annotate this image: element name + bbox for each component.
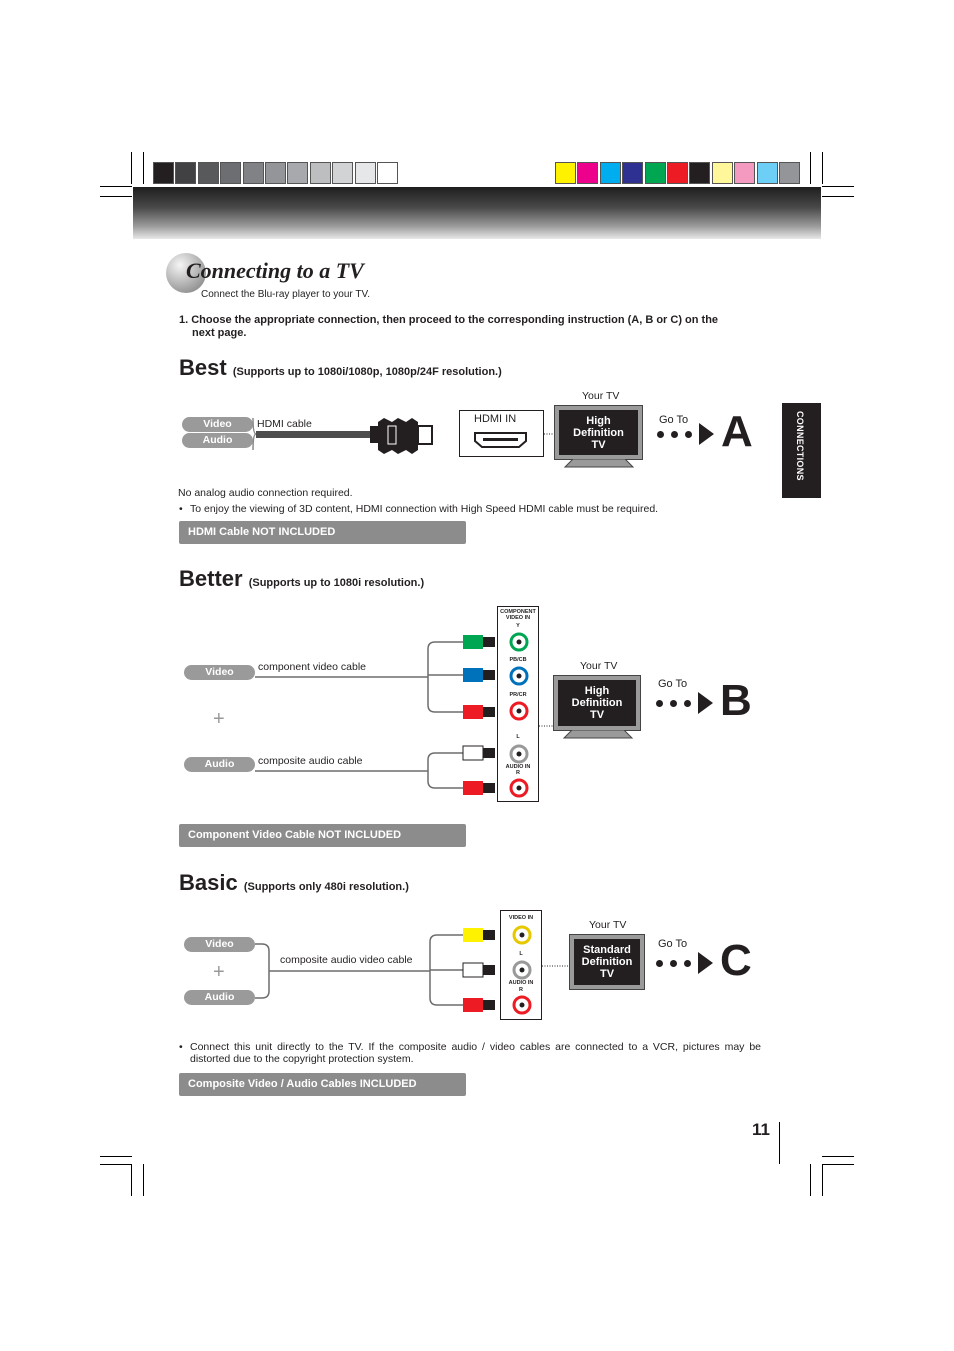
basic-go-to: Go To: [658, 938, 688, 950]
page-divider: [779, 1122, 780, 1164]
side-tab-label: CONNECTIONS: [795, 411, 805, 481]
dot-icon: [656, 700, 663, 707]
color-swatch: [600, 162, 621, 184]
best-tv-screen: [559, 410, 638, 455]
best-info-bar: HDMI Cable NOT INCLUDED: [179, 521, 466, 544]
tv-text-line: TV: [591, 438, 606, 451]
color-swatch: [220, 162, 241, 184]
crop-mark: [131, 1164, 132, 1196]
best-bullet-text: To enjoy the viewing of 3D content, HDMI connection with High Speed HDMI cable must be required.: [190, 503, 659, 515]
arrow-right-icon: [698, 952, 713, 974]
basic-tv-screen: [574, 939, 640, 985]
crop-mark: [143, 152, 144, 184]
instruction-line-2: next page.: [192, 327, 247, 339]
best-pill-audio: Audio: [182, 433, 253, 448]
crop-mark: [822, 1156, 854, 1157]
color-swatch: [265, 162, 286, 184]
pr-label: PR/CR: [509, 692, 527, 698]
better-video-cable-label: component video cable: [258, 661, 366, 673]
hdmi-cable-icon: [250, 412, 450, 458]
dot-icon: [671, 431, 678, 438]
better-your-tv: Your TV: [580, 660, 618, 672]
basic-pill-video: Video: [184, 937, 255, 952]
color-swatch: [734, 162, 755, 184]
tv-stand-icon: [563, 459, 635, 468]
dot-icon: [670, 960, 677, 967]
dot-icon: [657, 431, 664, 438]
plus-icon: +: [213, 708, 225, 730]
dotted-connector: [542, 964, 570, 968]
rca-jack-icons: [508, 631, 530, 801]
color-swatch: [198, 162, 219, 184]
side-tab: [782, 403, 821, 498]
best-subheading: (Supports up to 1080i/1080p, 1080p/24F resolution.): [232, 366, 502, 378]
best-bullet: • To enjoy the viewing of 3D content, HDMI connection with High Speed HDMI cable must be required.: [179, 503, 659, 515]
best-go-to: Go To: [659, 414, 689, 426]
color-swatch: [645, 162, 666, 184]
dot-icon: [656, 960, 663, 967]
basic-input-panel: [500, 910, 542, 1020]
better-tv: [553, 675, 641, 731]
color-swatch: [355, 162, 376, 184]
audio-in-label: AUDIO IN: [505, 764, 531, 770]
video-in-label: VIDEO IN: [508, 915, 534, 921]
crop-mark: [100, 186, 132, 187]
better-tv-screen: [558, 680, 636, 726]
color-swatch: [622, 162, 643, 184]
tv-text-line: Definition: [573, 426, 624, 439]
crop-mark: [100, 1164, 132, 1165]
best-cable-label: HDMI cable: [257, 418, 312, 430]
tv-text-line: Definition: [571, 697, 623, 709]
crop-mark: [822, 196, 854, 197]
crop-mark: [100, 1156, 132, 1157]
tv-stand-icon: [562, 730, 634, 739]
rca-jack-icons: [511, 924, 533, 1019]
basic-heading-text: Basic: [179, 870, 238, 895]
pb-label: PB/CB: [509, 657, 527, 663]
best-heading-text: Best: [179, 355, 227, 380]
color-swatch: [243, 162, 264, 184]
color-swatch: [689, 162, 710, 184]
page-number: 11: [752, 1120, 770, 1139]
color-swatch: [757, 162, 778, 184]
basic-your-tv: Your TV: [589, 919, 627, 931]
crop-mark: [810, 1164, 811, 1196]
y-label: Y: [516, 623, 520, 629]
instruction-line-1: 1. Choose the appropriate connection, then proceed to the corresponding instruction (A, B or C) on the: [179, 314, 719, 326]
tv-text-line: TV: [589, 709, 605, 721]
page-subtitle: Connect the Blu-ray player to your TV.: [201, 289, 370, 300]
component-cable-diagram: [250, 630, 510, 800]
tv-text-line: Standard: [583, 944, 631, 956]
better-input-panel: [497, 606, 539, 802]
arrow-right-icon: [699, 423, 714, 445]
color-swatch: [577, 162, 598, 184]
audio-in-label: AUDIO IN: [508, 980, 534, 986]
arrow-right-icon: [698, 692, 713, 714]
basic-tv: [569, 934, 645, 990]
hdmi-port-icon: [473, 431, 528, 449]
color-swatch: [153, 162, 174, 184]
better-info-bar: Component Video Cable NOT INCLUDED: [179, 824, 466, 847]
tv-text-line: High: [584, 685, 610, 697]
crop-mark: [131, 152, 132, 184]
better-heading: [179, 566, 424, 592]
hdmi-in-label: HDMI IN: [474, 413, 517, 425]
tv-text-line: TV: [599, 968, 615, 980]
color-swatch: [555, 162, 576, 184]
crop-mark: [143, 1164, 144, 1196]
best-tv: [554, 405, 643, 460]
tv-text-line: Definition: [581, 956, 633, 968]
basic-pill-audio: Audio: [184, 990, 255, 1005]
header-banner: [133, 187, 821, 239]
composite-cable-diagram: [250, 925, 510, 1015]
color-swatch: [287, 162, 308, 184]
best-heading: [179, 355, 502, 381]
plus-icon: +: [213, 961, 225, 983]
crop-mark: [822, 152, 823, 184]
best-note: No analog audio connection required.: [178, 487, 353, 499]
better-pill-audio: Audio: [184, 757, 255, 772]
basic-bullet-text: Connect this unit directly to the TV. If the composite audio / video cables are connected to a VCR, pictures may be distorted due to the copyright protection system.: [190, 1041, 761, 1065]
basic-heading: [179, 870, 409, 896]
l-label: L: [516, 734, 520, 740]
crop-mark: [822, 1164, 854, 1165]
color-swatch: [175, 162, 196, 184]
component-video-in-label: COMPONENT VIDEO IN: [500, 609, 536, 621]
color-swatch: [332, 162, 353, 184]
color-swatch: [377, 162, 398, 184]
r-label: R: [519, 987, 523, 993]
better-audio-cable-label: composite audio cable: [258, 755, 363, 767]
crop-mark: [810, 152, 811, 184]
instruction-step: [179, 314, 761, 340]
color-swatch: [667, 162, 688, 184]
basic-bullet: • Connect this unit directly to the TV. If the composite audio / video cables are connected to a VCR, pictures may be distorted due to the copyright protection system.: [179, 1041, 761, 1065]
color-swatch: [779, 162, 800, 184]
color-swatch: [310, 162, 331, 184]
best-your-tv: Your TV: [582, 390, 620, 402]
l-label: L: [519, 951, 523, 957]
color-swatch: [712, 162, 733, 184]
r-label: R: [516, 770, 520, 776]
hdmi-in-port: [459, 410, 544, 457]
best-letter: A: [721, 407, 753, 456]
better-go-to: Go To: [658, 678, 688, 690]
basic-info-bar: Composite Video / Audio Cables INCLUDED: [179, 1073, 466, 1096]
crop-mark: [822, 186, 854, 187]
better-subheading: (Supports up to 1080i resolution.): [248, 577, 425, 589]
basic-subheading: (Supports only 480i resolution.): [243, 881, 409, 893]
basic-letter: C: [720, 936, 752, 985]
dot-icon: [684, 960, 691, 967]
tv-text-line: High: [586, 414, 611, 427]
basic-cable-label: composite audio video cable: [280, 954, 413, 966]
crop-mark: [100, 196, 132, 197]
dot-icon: [685, 431, 692, 438]
better-letter: B: [720, 676, 752, 725]
better-heading-text: Better: [179, 566, 243, 591]
crop-mark: [822, 1164, 823, 1196]
better-pill-video: Video: [184, 665, 255, 680]
page-title: Connecting to a TV: [186, 258, 364, 283]
dot-icon: [684, 700, 691, 707]
best-pill-video: Video: [182, 417, 253, 432]
dot-icon: [670, 700, 677, 707]
